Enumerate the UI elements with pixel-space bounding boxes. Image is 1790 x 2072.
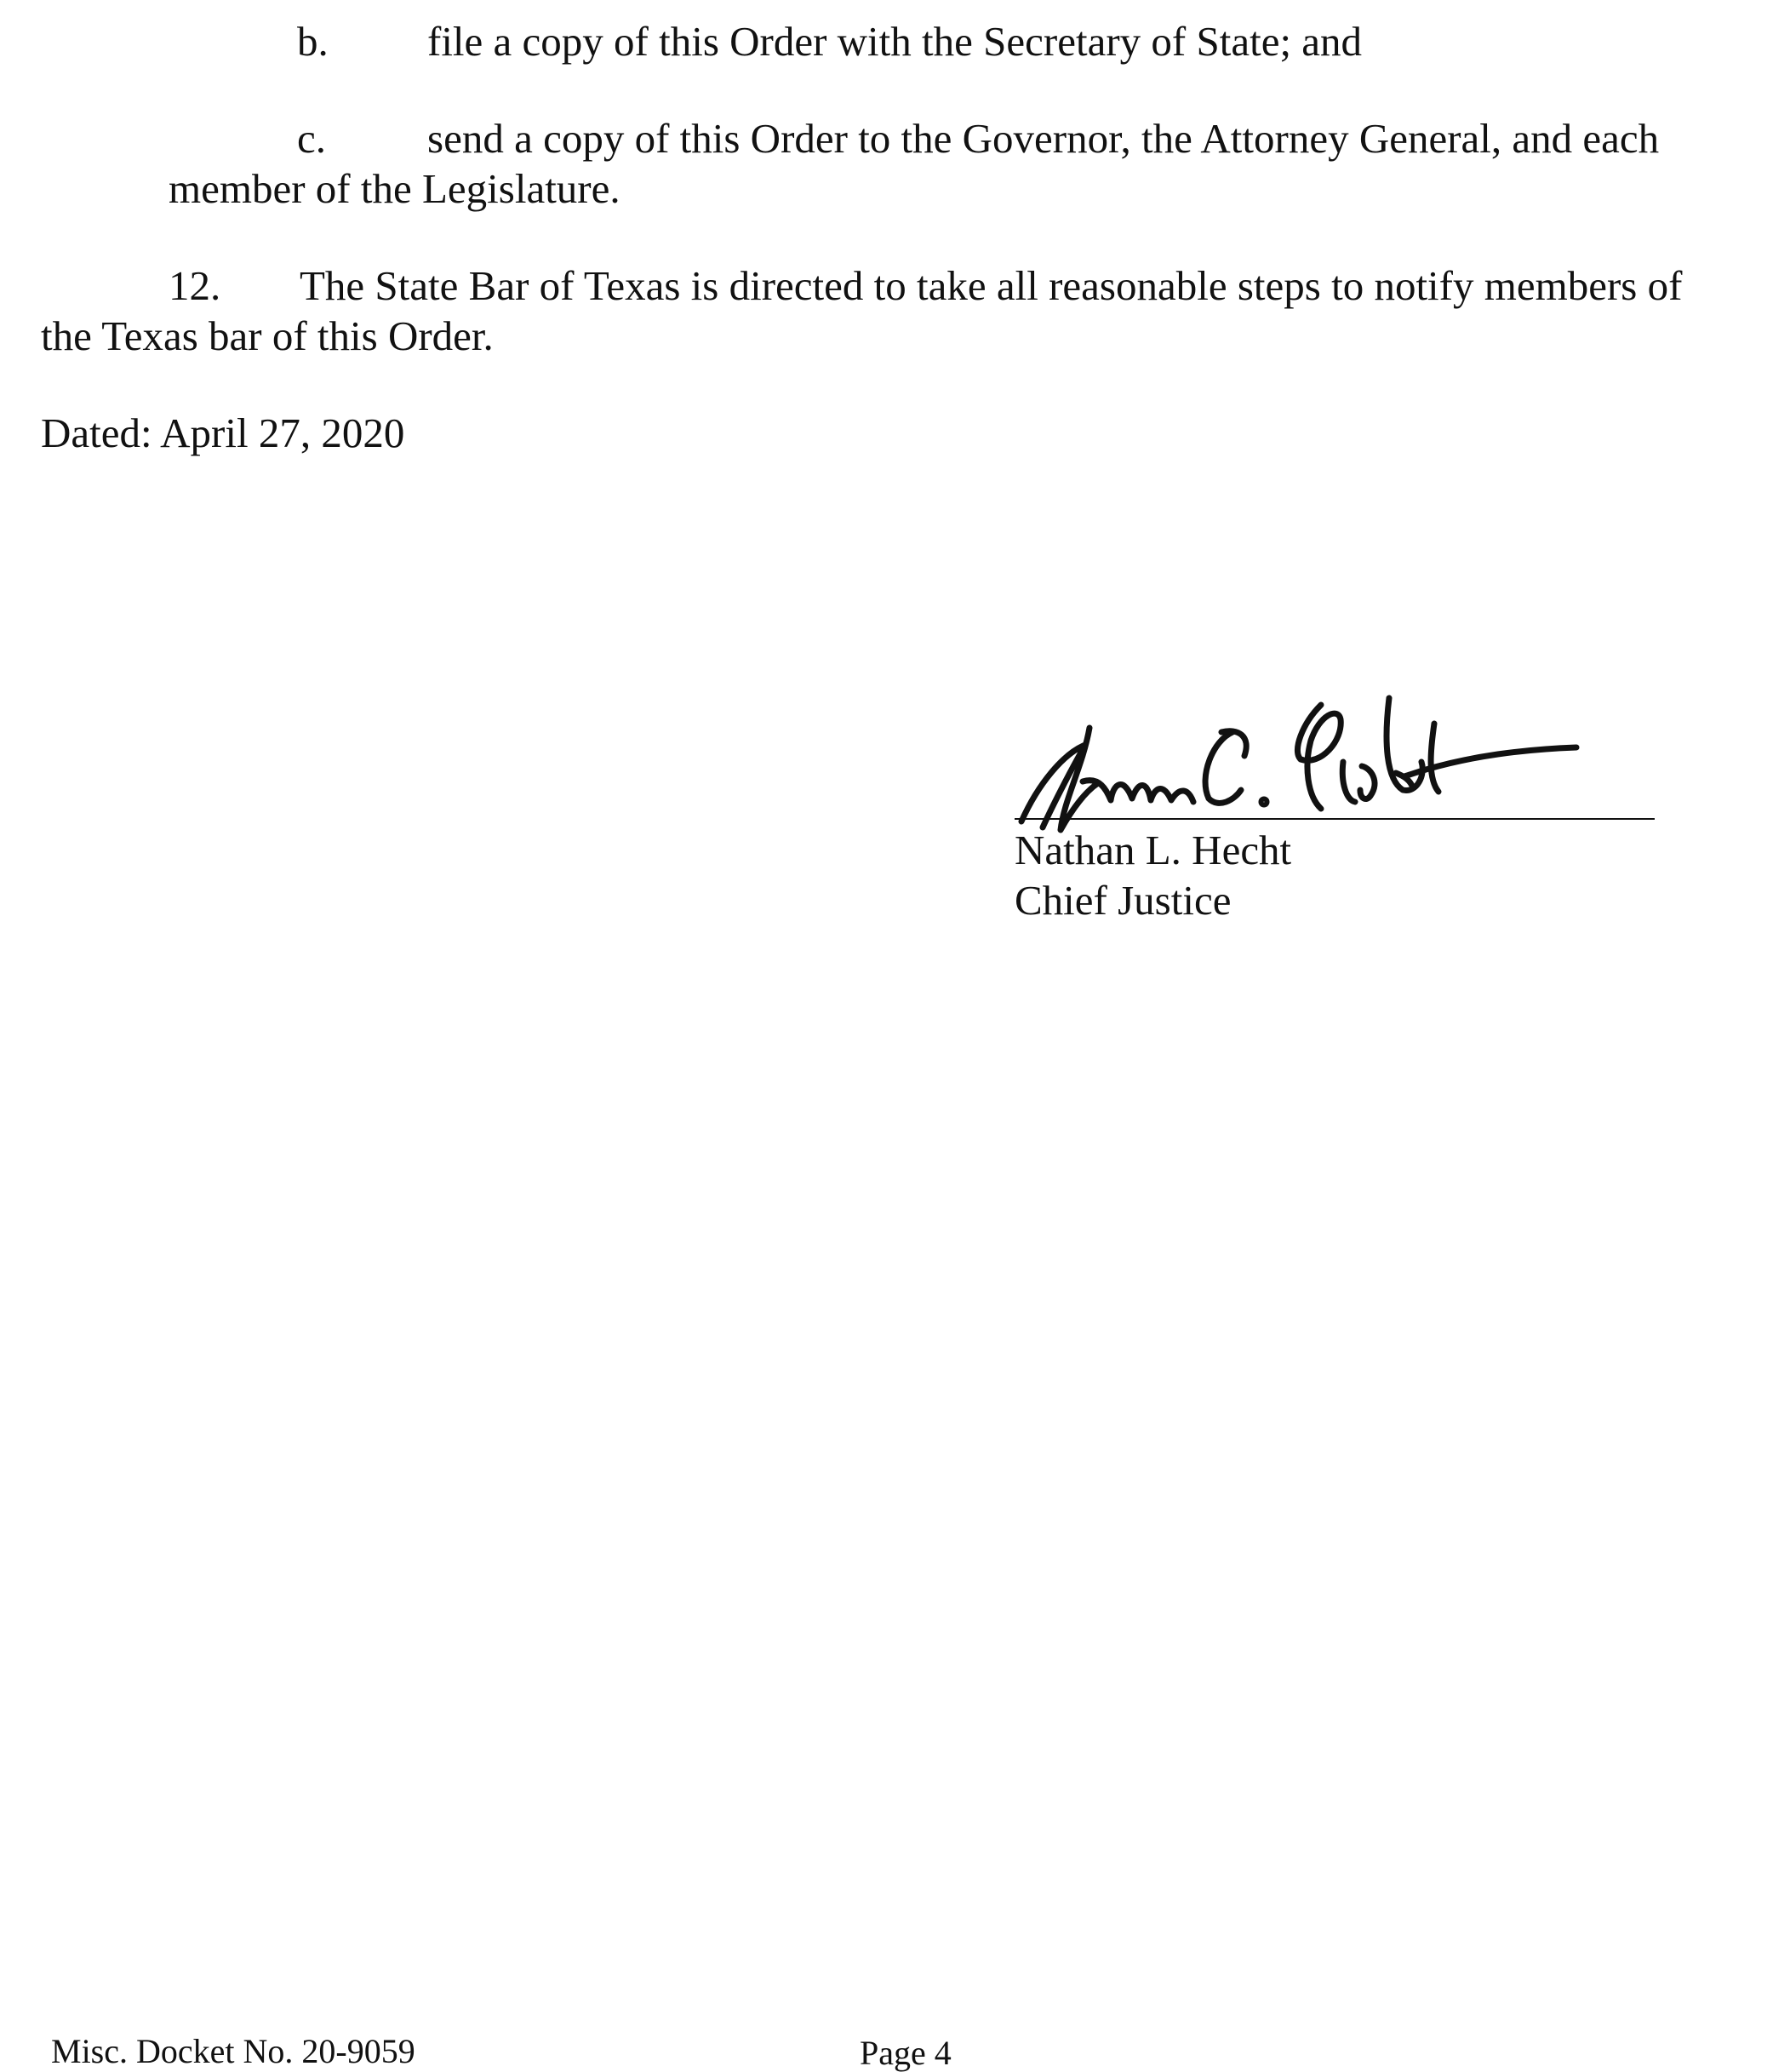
item-c-label: c. <box>297 115 326 162</box>
signatory-title: Chief Justice <box>1015 877 1232 924</box>
item-c-line1: send a copy of this Order to the Governor, the Attorney General, and each <box>427 115 1660 162</box>
footer-docket-number: Misc. Docket No. 20-9059 <box>51 2032 415 2070</box>
item-b-text: file a copy of this Order with the Secretary of State; and <box>427 18 1363 65</box>
signature-line <box>1015 818 1655 820</box>
footer-page-number: Page 4 <box>860 2034 952 2072</box>
paragraph-12-line1: The State Bar of Texas is directed to take all reasonable steps to notify members of <box>300 262 1683 309</box>
paragraph-12-line2: the Texas bar of this Order. <box>41 312 494 359</box>
item-c-line2: member of the Legislature. <box>169 165 620 212</box>
paragraph-12-number: 12. <box>169 262 221 309</box>
dated-line: Dated: April 27, 2020 <box>41 409 405 456</box>
item-b-label: b. <box>297 18 329 65</box>
signatory-name: Nathan L. Hecht <box>1015 827 1292 873</box>
